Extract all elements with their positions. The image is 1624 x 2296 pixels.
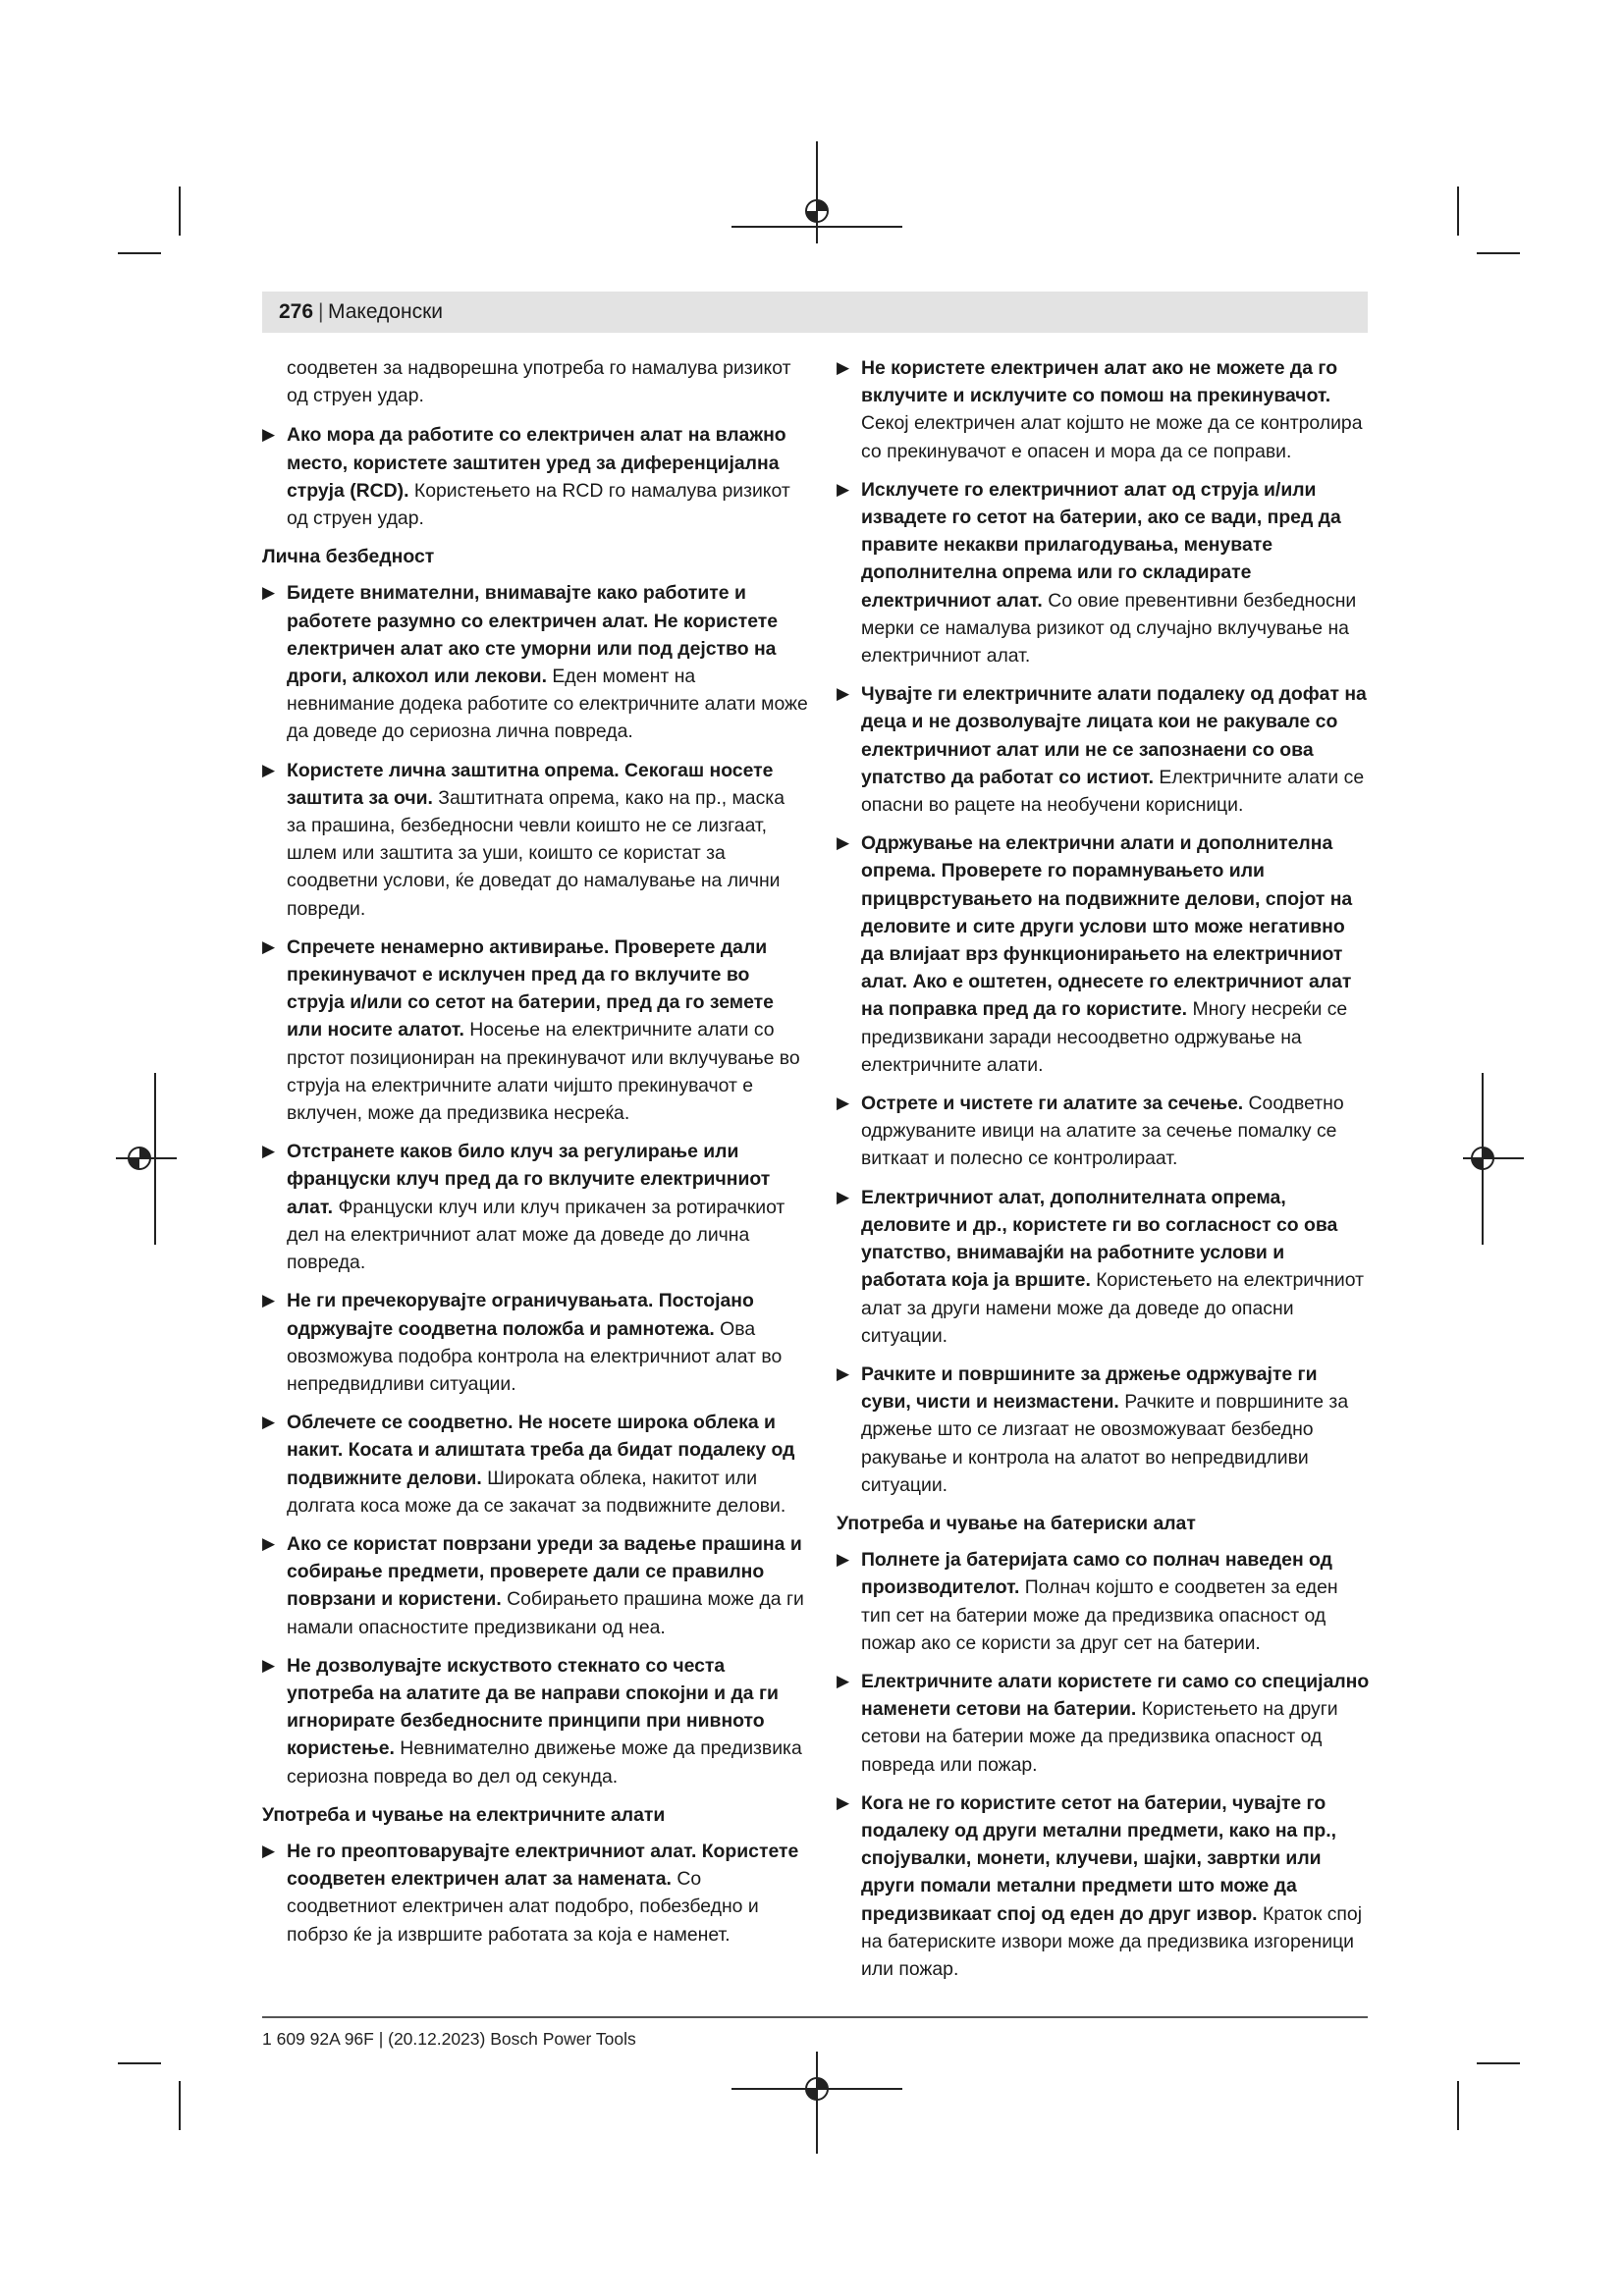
- registration-target-icon: [802, 196, 832, 226]
- item-text: Соодветно одржуваните ивици на алатите за сечење помалку се виткаат и полесно се контролираат.: [861, 1093, 1344, 1170]
- bullet-triangle-icon: ▶: [262, 1142, 276, 1161]
- safety-item: [837, 1668, 1372, 1779]
- item-text: Користењето на електричниот алат за други намени може да доведе до опасни ситуации.: [861, 1269, 1364, 1347]
- item-text: Рачките и површините за држење што се лизгаат не овозможуваат безбедно ракување и контрола на алатот во непредвидливи ситуации.: [861, 1391, 1349, 1496]
- safety-item: [262, 934, 808, 1127]
- bullet-triangle-icon: ▶: [837, 1094, 850, 1113]
- crop-mark-tr-horizontal: [1477, 252, 1520, 254]
- registration-line-top-vertical: [816, 141, 818, 243]
- bullet-triangle-icon: ▶: [837, 1550, 850, 1570]
- item-bold-text: Не користете електричен алат ако не можете да го вклучите и исклучите со помош на прекинувачот.: [861, 357, 1338, 407]
- left-column: [262, 354, 808, 1959]
- item-bold-text: Не го преоптоварувајте електричниот алат. Користете соодветен електричен алат за намената.: [287, 1840, 799, 1891]
- safety-item: [837, 476, 1372, 669]
- registration-target-icon: [1468, 1144, 1497, 1173]
- item-text: Еден момент на невнимание додека работите со електричните алати може да доведе до сериозна лична повреда.: [287, 666, 808, 743]
- item-text: Невнимателно движење може да предизвика сериозна повреда во дел од секунда.: [287, 1737, 802, 1788]
- item-bold-text: Отстранете каков било клуч за регулирање или француски клуч пред да го вклучите електричниот алат.: [287, 1141, 771, 1218]
- item-bold-text: Ако се користат поврзани уреди за вадење прашина и собирање предмети, проверете дали се правилно поврзани и користени.: [287, 1532, 802, 1611]
- crop-mark-tl-horizontal: [118, 252, 161, 254]
- safety-item: [837, 1090, 1372, 1173]
- safety-item: [262, 1652, 808, 1790]
- bullet-triangle-icon: ▶: [262, 1291, 276, 1310]
- item-text: Електричните алати се опасни во рацете на необучени корисници.: [861, 766, 1365, 817]
- crop-mark-tr-vertical: [1457, 187, 1459, 236]
- item-bold-text: Електричните алати користете ги само со специјално наменети сетови на батерии.: [861, 1670, 1370, 1721]
- bullet-triangle-icon: ▶: [837, 1671, 850, 1690]
- item-text: Со соодветниот електричен алат подобро, побезбедно и побрзо ќе ја извршите работата за која е наменет.: [287, 1868, 759, 1946]
- bullet-triangle-icon: ▶: [262, 760, 276, 779]
- item-text: Француски клуч или клуч прикачен за ротирачкиот дел на електричниот алат може да доведе до лична повреда.: [287, 1196, 785, 1274]
- item-bold-text: Не дозволувајте искуството стекнато со честа употреба на алатите да ве направи спокојни и да ги игнорирате безбедносните принципи при нивното користење.: [287, 1654, 779, 1760]
- item-bold-text: Спречете ненамерно активирање. Проверете дали прекинувачот е исклучен пред да го вклучите во струја и/или со сетот на батерии, пред да го земете или носите алатот.: [287, 935, 774, 1041]
- bullet-triangle-icon: ▶: [262, 1655, 276, 1675]
- registration-target-icon: [125, 1144, 154, 1173]
- right-column: [837, 354, 1372, 1994]
- crop-mark-br-horizontal: [1477, 2062, 1520, 2064]
- bullet-triangle-icon: ▶: [837, 833, 850, 853]
- bullet-triangle-icon: ▶: [837, 1187, 850, 1206]
- item-bold-text: Одржување на електрични алати и дополнителна опрема. Проверете го порамнувањето или прицврстувањето на подвижните делови, спојот на деловите и сите други услови што може негативно да влијаат врз функционирањето на електричниот алат. Ако е оштетен, однесете го електричниот алат на поправка пред да го користите.: [861, 832, 1353, 1021]
- crop-mark-br-vertical: [1457, 2081, 1459, 2130]
- item-text: Многу несреќи се предизвикани заради несоодветно одржување на електричните алати.: [861, 998, 1348, 1076]
- item-text: Ова овозможува подобра контрола на електричниот алат во непредвидливи ситуации.: [287, 1317, 783, 1395]
- safety-item: [837, 1361, 1372, 1499]
- bullet-triangle-icon: ▶: [262, 1533, 276, 1553]
- registration-target-icon: [802, 2074, 832, 2104]
- safety-item: [262, 1287, 808, 1398]
- crop-mark-tl-vertical: [179, 187, 181, 236]
- item-bold-text: Не ги пречекорувајте ограничувањата. Постојано одржувајте соодветна положба и рамнотежа.: [287, 1290, 754, 1340]
- item-text: Користењето на RCD го намалува ризикот од струен удар.: [287, 479, 790, 530]
- item-text: Собирањето прашина може да ги намали опасностите предизвикани од неа.: [287, 1588, 804, 1638]
- safety-item: [837, 680, 1372, 819]
- safety-item: [837, 354, 1372, 465]
- item-text: Секој електричен алат којшто не може да се контролира со прекинувачот е опасен и мора да се поправи.: [861, 412, 1363, 462]
- section-heading: Употреба и чување на електричните алати: [262, 1803, 666, 1826]
- safety-item: [262, 421, 808, 532]
- header-separator: |: [318, 300, 324, 323]
- safety-item: [262, 1409, 808, 1520]
- item-bold-text: Полнете ја батеријата само со полнач наведен од производителот.: [861, 1549, 1332, 1599]
- footer-rule: [262, 2016, 1368, 2018]
- safety-item: [262, 1530, 808, 1641]
- bullet-triangle-icon: ▶: [262, 936, 276, 956]
- item-text: Носење на електричните алати со прстот позициониран на прекинувачот или вклучување во струја на електричните алати чијшто прекинувачот е вклучен, може да предизвика несреќа.: [287, 1019, 800, 1125]
- page-number: 276: [279, 300, 314, 323]
- bullet-triangle-icon: ▶: [262, 1841, 276, 1860]
- crop-mark-bl-vertical: [179, 2081, 181, 2130]
- bullet-triangle-icon: ▶: [262, 425, 276, 445]
- continued-paragraph: соодветен за надворешна употреба го намалува ризикот од струен удар.: [287, 357, 791, 407]
- bullet-triangle-icon: ▶: [262, 1413, 276, 1432]
- bullet-triangle-icon: ▶: [837, 1363, 850, 1383]
- item-text: Краток спој на батериските извори може да предизвика изгореници или пожар.: [861, 1902, 1363, 1980]
- item-text: Заштитната опрема, како на пр., маска за прашина, безбедносни чевли коишто не се лизгаат, шлем или заштита за уши, коишто се користат за соодветни услови, ќе доведат до намалување на лични повреди.: [287, 786, 785, 920]
- section-heading: Употреба и чување на батериски алат: [837, 1512, 1196, 1534]
- language-label: Македонски: [328, 300, 443, 323]
- item-bold-text: Користете лична заштитна опрема. Секогаш носете заштита за очи.: [287, 759, 774, 809]
- item-bold-text: Бидете внимателни, внимавајте како работите и работете разумно со електричен алат. Не користете електричен алат ако сте уморни или под дејство на дроги, алкохол или лекови.: [287, 582, 779, 688]
- safety-item: [837, 829, 1372, 1079]
- item-bold-text: Ако мора да работите со електричен алат на влажно место, користете заштитен уред за диференцијална струја (RCD).: [287, 424, 786, 502]
- safety-item: [262, 579, 808, 745]
- page-footer: 1 609 92A 96F | (20.12.2023) Bosch Power Tools: [262, 2029, 636, 2049]
- item-bold-text: Острете и чистете ги алатите за сечење.: [861, 1093, 1244, 1115]
- item-bold-text: Рачките и површините за држење одржувајте ги суви, чисти и неизмастени.: [861, 1362, 1318, 1414]
- bullet-triangle-icon: ▶: [837, 358, 850, 377]
- section-heading: Лична безбедност: [262, 546, 435, 568]
- safety-item: [837, 1546, 1372, 1657]
- bullet-triangle-icon: ▶: [837, 1792, 850, 1812]
- item-bold-text: Чувајте ги електричните алати подалеку од дофат на деца и не дозволувајте лицата кои не ракувале со електричниот алат или не се запознаени со ова упатство да работат со истиот.: [861, 683, 1367, 788]
- safety-item: [837, 1789, 1372, 1983]
- item-bold-text: Облечете се соодветно. Не носете широка облека и накит. Косата и алиштата треба да бидат подалеку од подвижните делови.: [287, 1412, 795, 1489]
- bullet-triangle-icon: ▶: [837, 684, 850, 704]
- item-text: Користењето на други сетови на батерии може да предизвика опасност од повреда или пожар.: [861, 1698, 1338, 1776]
- page-header: [262, 292, 1368, 333]
- bullet-triangle-icon: ▶: [837, 479, 850, 499]
- item-bold-text: Кога не го користите сетот на батерии, чувајте го подалеку од други метални предмети, како на пр., спојувалки, монети, клучеви, шајки, завртки или други помали метални предмети што може да предизвикаат спој од еден до друг извор.: [861, 1791, 1337, 1925]
- item-bold-text: Електричниот алат, дополнителната опрема, деловите и др., користете ги во согласност со ова упатство, внимавајќи на работните услови и работата која ја вршите.: [861, 1186, 1338, 1292]
- safety-item: [262, 757, 808, 923]
- safety-item: [837, 1184, 1372, 1350]
- item-text: Со овие превентивни безбедносни мерки се намалува ризикот од случајно вклучување на електричниот алат.: [861, 589, 1357, 667]
- crop-mark-bl-horizontal: [118, 2062, 161, 2064]
- bullet-triangle-icon: ▶: [262, 583, 276, 603]
- item-text: Полнач којшто е соодветен за еден тип сет на батерии може да предизвика опасност од пожар ако се користи за друг сет на батерии.: [861, 1576, 1338, 1654]
- safety-item: [262, 1138, 808, 1276]
- registration-line-top-horizontal: [731, 226, 902, 228]
- item-bold-text: Исклучете го електричниот алат од струја и/или извадете го сетот на батерии, ако се вади, пред да правите некакви прилагодувања, менувате дополнителна опрема или го складирате електричниот алат.: [861, 478, 1341, 612]
- item-text: Широката облека, накитот или долгата коса може да се закачат за подвижните делови.: [287, 1467, 786, 1517]
- safety-item: [262, 1838, 808, 1949]
